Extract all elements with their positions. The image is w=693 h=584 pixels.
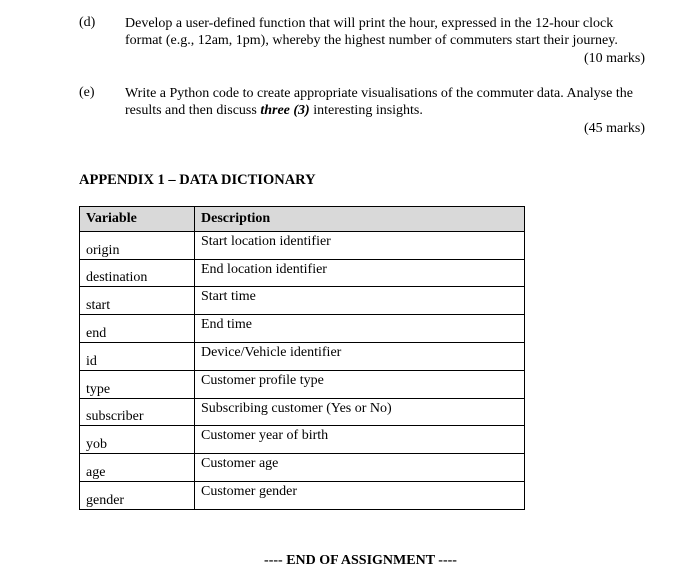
- description-cell: Start time: [195, 287, 525, 315]
- table-row: [80, 231, 525, 259]
- table-row: [80, 426, 525, 454]
- variable-cell: type: [80, 370, 195, 398]
- question-text-emphasis: three (3): [260, 103, 310, 118]
- variable-cell: origin: [80, 231, 195, 259]
- variable-cell: end: [80, 315, 195, 343]
- variable-cell: subscriber: [80, 398, 195, 426]
- question-text: [125, 85, 645, 119]
- table-row: [80, 259, 525, 287]
- table-row: [80, 342, 525, 370]
- question-label: (d): [79, 15, 96, 30]
- variable-cell: destination: [80, 259, 195, 287]
- description-cell: Start location identifier: [195, 231, 525, 259]
- question-text-part: interesting insights.: [309, 103, 423, 118]
- table-row: [80, 398, 525, 426]
- description-cell: Subscribing customer (Yes or No): [195, 398, 525, 426]
- variable-cell: gender: [80, 481, 195, 509]
- table-row: [80, 315, 525, 343]
- question-text-part: Write a Python code to create appropriate visualisations of the commuter data. Analyse the results and then discuss: [125, 86, 633, 118]
- question-text: Develop a user-defined function that will print the hour, expressed in the 12-hour clock format (e.g., 12am, 1pm), whereby the highest number of commuters start their journey.: [125, 16, 618, 48]
- description-cell: Customer profile type: [195, 370, 525, 398]
- question-label: (e): [79, 85, 95, 100]
- table-row: [80, 481, 525, 509]
- description-cell: Customer year of birth: [195, 426, 525, 454]
- description-cell: Customer age: [195, 454, 525, 482]
- table-row: [80, 287, 525, 315]
- question-e: [79, 85, 645, 140]
- description-cell: End time: [195, 315, 525, 343]
- variable-cell: id: [80, 342, 195, 370]
- description-cell: Device/Vehicle identifier: [195, 342, 525, 370]
- table-row: [80, 370, 525, 398]
- description-cell: Customer gender: [195, 481, 525, 509]
- table-header-row: [80, 207, 525, 232]
- question-marks: (10 marks): [583, 51, 645, 66]
- variable-cell: age: [80, 454, 195, 482]
- column-header-variable: Variable: [80, 207, 195, 232]
- variable-cell: start: [80, 287, 195, 315]
- data-dictionary-table: [79, 206, 525, 510]
- question-d: [79, 15, 645, 70]
- appendix-title: APPENDIX 1 – DATA DICTIONARY: [79, 172, 316, 188]
- question-marks: (45 marks): [583, 121, 645, 136]
- description-cell: End location identifier: [195, 259, 525, 287]
- variable-cell: yob: [80, 426, 195, 454]
- table-row: [80, 454, 525, 482]
- column-header-description: Description: [195, 207, 525, 232]
- end-of-assignment-note: ---- END OF ASSIGNMENT ----: [264, 553, 457, 568]
